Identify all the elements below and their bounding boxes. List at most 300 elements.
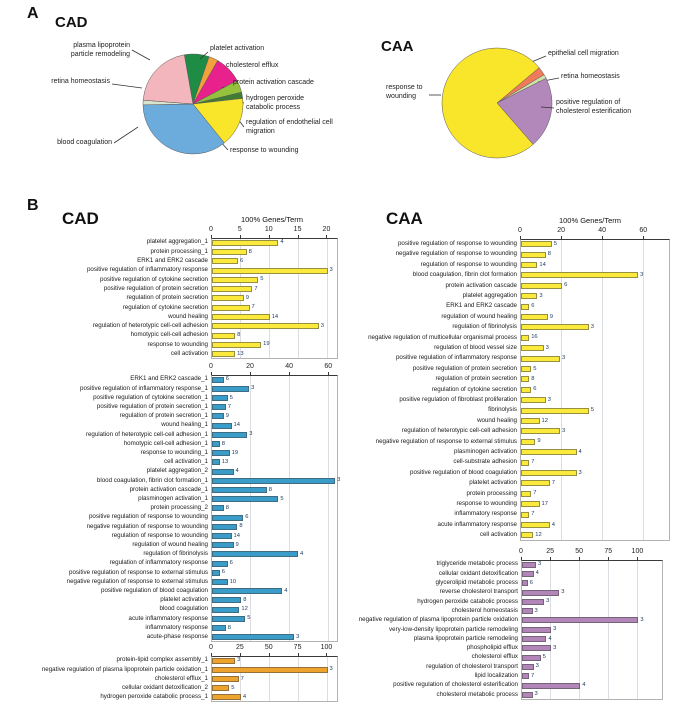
bar-row-label: regulation of cytokine secretion <box>431 385 517 393</box>
bar <box>522 683 580 689</box>
bar-row-label: glycerolipid metabolic process <box>435 579 518 586</box>
gridline <box>579 561 580 699</box>
bar-row-label: cell-substrate adhesion <box>453 458 517 466</box>
pie-slice-label: hydrogen peroxide catabolic process <box>246 95 304 111</box>
bar <box>212 570 220 576</box>
bar-row-label: lipid localization <box>474 672 518 679</box>
bar-row-label: regulation of blood vessel size <box>434 343 517 351</box>
gridline <box>269 657 270 701</box>
bar <box>212 377 224 383</box>
x-tick-label: 40 <box>598 227 607 234</box>
bar <box>521 387 531 393</box>
bar-count: 3 <box>296 633 300 640</box>
bar-row-label: cell activation <box>170 350 208 357</box>
bar <box>522 608 533 614</box>
bar-count: 6 <box>245 514 249 521</box>
bar-count: 4 <box>280 239 284 246</box>
bar-count: 3 <box>251 385 255 392</box>
bar-count: 8 <box>531 375 535 382</box>
bar <box>212 432 247 438</box>
bar-row-label: positive regulation of cytokine secretion <box>100 275 208 283</box>
bar-row-label: homotypic cell-cell adhesion <box>130 331 208 339</box>
pie-slice-label: positive regulation of cholesterol esterification <box>556 99 632 115</box>
x-tick-mark <box>550 557 551 560</box>
bar-row-label: inflammatory response <box>454 510 517 518</box>
x-tick-mark <box>298 235 299 238</box>
bar-count: 8 <box>227 624 231 631</box>
bar <box>521 304 529 310</box>
bar-count: 3 <box>329 267 333 273</box>
bar-row-label: triglyceride metabolic process <box>436 560 518 568</box>
bar <box>522 580 528 586</box>
bar-count: 4 <box>578 448 582 455</box>
bar-count: 4 <box>300 550 304 557</box>
bar <box>212 685 229 691</box>
x-tick-mark <box>643 236 644 239</box>
bar-row-label: positive regulation of inflammatory response <box>395 354 517 362</box>
bar-row-label: cholesterol efflux <box>471 653 518 661</box>
bar <box>521 262 537 268</box>
bar-row-label: platelet aggregation_1 <box>146 238 208 246</box>
bar <box>212 524 237 530</box>
gridline <box>289 376 290 641</box>
bar-row-label: protein processing_2 <box>150 504 208 512</box>
bar <box>212 295 244 301</box>
bar-row-label: plasminogen activation_1 <box>138 495 208 502</box>
pie-slice-label: protein activation cascade <box>233 79 314 86</box>
pie-slice-label: platelet activation <box>210 45 265 52</box>
bar-count: 3 <box>562 427 566 434</box>
bar <box>521 532 533 538</box>
x-tick-mark <box>269 235 270 238</box>
gridline <box>602 240 603 540</box>
bar <box>212 487 267 493</box>
bar-row-label: very-low-density lipoprotein particle remodeling <box>389 625 518 633</box>
bar-count: 9 <box>537 438 541 445</box>
bar-row-label: positive regulation of protein secretion <box>103 284 208 292</box>
x-tick-label: 0 <box>209 226 213 233</box>
bar-row-label: regulation of fibrinolysis <box>143 550 208 558</box>
bar-count: 4 <box>242 693 247 700</box>
bar-row-label: homotypic cell-cell adhesion_1 <box>123 439 208 447</box>
x-tick-label: 100 <box>320 644 333 651</box>
bar-row-label: blood coagulation, fibrin clot formation <box>412 271 517 279</box>
bar-row-label: regulation of cholesterol transport <box>426 662 518 670</box>
bar-count: 5 <box>260 276 264 283</box>
bar-count: 12 <box>541 417 548 424</box>
bar-count: 7 <box>227 403 231 410</box>
bar <box>521 428 560 434</box>
bar <box>521 418 540 424</box>
bar-row-label: wound healing <box>168 312 208 320</box>
bar <box>212 286 252 292</box>
bar-row-label: reverse cholesterol transport <box>439 588 518 596</box>
bar-row-label: positive regulation of protein secretion <box>412 364 517 372</box>
bar-count: 6 <box>533 386 537 393</box>
gridline <box>298 239 299 358</box>
bar <box>522 645 551 651</box>
bar <box>521 439 535 445</box>
caa-axis-title: 100% Genes/Term <box>558 216 622 225</box>
bar <box>521 470 577 476</box>
bar-row-label: regulation of protein secretion <box>435 375 517 383</box>
bar-count: 3 <box>547 396 551 403</box>
bar-count: 8 <box>268 486 272 493</box>
bar-row-label: cellular oxidant detoxification_2 <box>122 684 208 691</box>
bar-row-label: acute inflammatory response <box>437 520 517 528</box>
bar-row-label: protein activation cascade_1 <box>129 485 208 493</box>
pie-slice-label: plasma lipoprotein particle remodeling <box>70 42 130 58</box>
bar-count: 14 <box>233 532 240 539</box>
bar-count: 4 <box>548 635 552 642</box>
x-tick-label: 0 <box>209 363 213 370</box>
bar-count: 16 <box>531 334 538 341</box>
bar-count: 5 <box>231 684 235 691</box>
x-tick-mark <box>211 235 212 238</box>
bar-count: 3 <box>546 598 550 605</box>
bar-count: 13 <box>237 350 244 357</box>
gridline <box>643 240 644 540</box>
bar <box>212 323 319 329</box>
bar-count: 5 <box>553 240 558 247</box>
bar-row-label: platelet aggregation <box>462 291 517 299</box>
x-tick-label: 75 <box>604 548 613 555</box>
bar <box>521 283 562 289</box>
bar-row-label: ERK1 and ERK2 cascade <box>446 302 517 310</box>
bar-count: 5 <box>590 407 595 414</box>
bar <box>521 408 589 414</box>
bar-row-label: negative regulation of response to external stimulus <box>66 577 208 585</box>
bar <box>521 480 550 486</box>
bar-count: 7 <box>531 459 535 466</box>
bar <box>521 241 552 247</box>
bar-row-label: negative regulation of response to wounding <box>86 522 208 530</box>
bar-count: 14 <box>539 261 546 268</box>
gridline <box>608 561 609 699</box>
bar <box>212 413 224 419</box>
bar <box>212 268 328 274</box>
x-tick-mark <box>269 653 270 656</box>
bar <box>212 625 226 631</box>
bar-row-label: cholesterol homeostasis <box>451 606 518 614</box>
bar-count: 5 <box>280 495 284 502</box>
bar-row-label: negative regulation of multicellular organismal process <box>368 333 517 341</box>
bar-row-label: negative regulation of response to wounding <box>395 250 517 258</box>
bar-row-label: wound healing_1 <box>161 421 208 429</box>
bar-count: 7 <box>251 304 255 311</box>
bar-row-label: protein-lipid complex assembly_1 <box>116 656 208 664</box>
bar <box>212 314 270 320</box>
bar-count: 9 <box>245 294 250 301</box>
bar-row-label: acute inflammatory response <box>128 614 208 622</box>
pie-slice-label: regulation of endothelial cell migration <box>246 119 333 135</box>
bar <box>212 616 245 622</box>
bar-count: 3 <box>535 663 539 670</box>
caa-pie-title: CAA <box>381 38 414 55</box>
pie-slice-label: cholesterol efflux <box>226 62 279 69</box>
bar-count: 4 <box>582 682 586 688</box>
bar <box>521 272 638 278</box>
caa-section-title: CAA <box>386 209 423 228</box>
bar-count: 8 <box>547 251 551 258</box>
bar-row-label: protein processing_1 <box>150 247 208 255</box>
bar-count: 3 <box>578 469 582 476</box>
bar-count: 3 <box>534 691 538 698</box>
bar-count: 12 <box>535 531 542 538</box>
bar-count: 5 <box>229 394 233 401</box>
bar <box>212 542 234 548</box>
gridline <box>637 561 638 699</box>
bar <box>522 571 534 577</box>
bar-count: 8 <box>221 440 226 447</box>
bar <box>212 395 228 401</box>
bar-row-label: acute-phase response <box>146 632 208 640</box>
x-tick-label: 75 <box>293 644 302 651</box>
x-tick-mark <box>328 372 329 375</box>
bar-row-label: positive regulation of cholesterol esterification <box>393 681 518 689</box>
x-tick-mark <box>240 653 241 656</box>
bar <box>212 469 234 475</box>
bar-count: 17 <box>541 500 548 507</box>
x-tick-mark <box>289 372 290 375</box>
leader-line <box>132 50 150 60</box>
bar-count: 9 <box>225 412 229 419</box>
bar-row-label: regulation of protein secretion_1 <box>119 412 208 420</box>
bar-count: 7 <box>533 490 537 497</box>
bar-count: 3 <box>562 355 566 362</box>
bar <box>212 277 258 283</box>
bar <box>212 342 261 348</box>
bar-row-label: negative regulation of response to external stimulus <box>375 437 517 445</box>
gridline <box>250 376 251 641</box>
bar-row-label: regulation of inflammatory response <box>109 559 208 567</box>
bar-row-label: protein processing <box>466 489 517 497</box>
bar-row-label: plasma lipoprotein particle remodeling <box>413 634 518 642</box>
bar <box>521 293 537 299</box>
bar <box>212 351 235 357</box>
bar-count: 3 <box>590 323 595 330</box>
bar <box>212 404 226 410</box>
pie-slice-label: blood coagulation <box>57 139 112 146</box>
x-tick-label: 5 <box>237 226 242 233</box>
leader-line <box>112 84 142 88</box>
bar-count: 8 <box>237 332 241 339</box>
bar-count: 6 <box>529 579 534 586</box>
bar <box>212 658 235 664</box>
bar <box>521 522 550 528</box>
bar <box>212 386 249 392</box>
x-tick-mark <box>608 557 609 560</box>
bar-row-label: positive regulation of response to wounding <box>397 239 517 247</box>
bar-count: 7 <box>531 511 535 518</box>
x-tick-label: 20 <box>246 363 254 370</box>
gridline <box>298 657 299 701</box>
bar <box>212 694 241 700</box>
bar-count: 3 <box>561 589 565 595</box>
bar-row-label: positive regulation of inflammatory response <box>86 266 208 274</box>
pie-slice-label: response to wounding <box>386 84 423 100</box>
bar-count: 8 <box>248 248 252 255</box>
bar <box>521 491 531 497</box>
cad-section-title: CAD <box>62 209 99 228</box>
bar-row-label: cell activation_1 <box>163 458 208 466</box>
bar <box>212 676 239 682</box>
bar-count: 10 <box>229 578 237 585</box>
bar <box>521 397 546 403</box>
bar-count: 3 <box>640 271 644 278</box>
gridline <box>327 657 328 701</box>
bar-count: 3 <box>539 292 543 299</box>
bar-row-label: regulation of heterotypic cell-cell adhesion_1 <box>85 430 208 438</box>
cad-pie-title: CAD <box>55 14 88 31</box>
bar <box>521 501 540 507</box>
bar-row-label: positive regulation of fibroblast proliferation <box>399 395 517 403</box>
bar-row-label: regulation of heterotypic cell-cell adhesion <box>92 322 208 330</box>
cad-axis-title: 100% Genes/Term <box>240 215 304 224</box>
bar-row-label: regulation of heterotypic cell-cell adhesion <box>401 427 517 435</box>
bar-row-label: platelet aggregation_2 <box>146 467 208 475</box>
bar-row-label: regulation of fibrinolysis <box>452 323 517 331</box>
bar <box>212 588 282 594</box>
bar <box>522 562 536 568</box>
bar-count: 9 <box>235 541 239 548</box>
x-tick-mark <box>579 557 580 560</box>
x-tick-mark <box>211 372 212 375</box>
bar <box>521 376 529 382</box>
bar-row-label: plasminogen activation <box>454 447 517 455</box>
gridline <box>328 376 329 641</box>
bar-row-label: positive regulation of response to wounding <box>88 513 208 521</box>
bar <box>521 345 544 351</box>
bar-count: 3 <box>337 477 341 484</box>
bar <box>522 627 551 633</box>
bar-count: 5 <box>247 615 251 622</box>
bar-row-label: fibrinolysis <box>488 406 517 414</box>
bar-row-label: cholesterol metabolic process <box>436 690 518 698</box>
bar-count: 7 <box>551 479 556 486</box>
bar-row-label: negative regulation of plasma lipoprotein particle oxidation_1 <box>41 665 208 673</box>
x-tick-label: 40 <box>285 363 294 370</box>
bar <box>212 607 239 613</box>
panel-a-label: A <box>27 5 39 22</box>
pie-slice-label: response to wounding <box>230 147 299 154</box>
bar-row-label: blood coagulation, fibrin clot formation_1 <box>96 476 208 484</box>
bar-row-label: inflammatory response <box>145 623 208 631</box>
x-tick-label: 25 <box>546 548 554 555</box>
bar-row-label: ERK1 and ERK2 cascade_1 <box>130 375 208 383</box>
pie-slice-label: retina homeostasis <box>561 73 620 80</box>
bar <box>212 240 278 246</box>
bar <box>522 636 546 642</box>
bar-row-label: response to wounding <box>456 499 517 507</box>
bar <box>212 459 220 465</box>
bar-count: 3 <box>553 644 557 651</box>
bar-count: 5 <box>533 365 537 372</box>
bar-count: 3 <box>329 666 333 673</box>
bar <box>212 634 294 640</box>
bar-row-label: regulation of wound healing <box>441 312 517 320</box>
bar <box>521 324 589 330</box>
bar-count: 7 <box>254 285 258 292</box>
bar-count: 3 <box>249 431 253 438</box>
bar <box>521 252 546 258</box>
bar-row-label: response to wounding_1 <box>140 449 208 456</box>
x-tick-mark <box>211 653 212 656</box>
bar <box>212 505 224 511</box>
bar-count: 6 <box>225 376 229 383</box>
bar-count: 14 <box>233 422 240 429</box>
bar-row-label: positive regulation of blood coagulation <box>410 468 517 476</box>
bar-count: 8 <box>243 596 247 603</box>
bar-count: 9 <box>549 313 553 320</box>
bar-count: 6 <box>564 282 568 289</box>
bar-count: 8 <box>225 504 229 511</box>
bar-count: 13 <box>221 458 229 465</box>
bar-row-label: regulation of wound healing <box>132 541 208 548</box>
bar <box>212 561 228 567</box>
bar-row-label: regulation of cytokine secretion <box>122 303 208 311</box>
bar-row-label: regulation of protein secretion <box>126 294 208 302</box>
x-tick-label: 0 <box>519 548 523 555</box>
bar <box>522 590 559 596</box>
bar <box>212 579 228 585</box>
x-tick-mark <box>520 236 521 239</box>
bar <box>212 249 247 255</box>
x-tick-mark <box>602 236 603 239</box>
x-tick-label: 50 <box>575 548 584 555</box>
pie-slice-label: retina homeostasis <box>51 78 110 85</box>
bar-row-label: negative regulation of plasma lipoprotein particle oxidation <box>358 616 518 624</box>
bar <box>212 515 243 521</box>
bar <box>212 441 220 447</box>
bar-count: 6 <box>229 560 233 567</box>
bar-row-label: platelet activation <box>160 596 208 604</box>
bar <box>521 449 577 455</box>
bar <box>521 460 529 466</box>
bar-count: 4 <box>235 468 239 475</box>
bar-count: 19 <box>263 341 270 348</box>
pie-slice-label: epithelial cell migration <box>548 50 619 57</box>
bar <box>521 512 529 518</box>
bar <box>212 478 335 484</box>
bar-row-label: ERK1 and ERK2 cascade <box>137 257 208 264</box>
bar <box>212 258 238 264</box>
bar-count: 4 <box>284 587 288 594</box>
bar <box>212 667 328 673</box>
x-tick-label: 100 <box>631 548 644 555</box>
bar <box>212 551 298 557</box>
bar-count: 3 <box>545 344 549 351</box>
pie-slice <box>143 55 193 104</box>
bar <box>212 533 232 539</box>
bar-row-label: cholesterol efflux_1 <box>154 674 208 682</box>
x-tick-label: 0 <box>209 644 213 651</box>
x-tick-label: 20 <box>557 227 565 234</box>
x-tick-label: 25 <box>235 644 244 651</box>
x-tick-mark <box>298 653 299 656</box>
bar <box>522 692 533 698</box>
bar <box>522 664 534 670</box>
bar <box>212 305 250 311</box>
bar-count: 4 <box>551 521 556 528</box>
bar-count: 8 <box>239 523 243 530</box>
x-tick-mark <box>561 236 562 239</box>
bar <box>521 314 548 320</box>
bar <box>212 333 235 339</box>
bar-count: 3 <box>553 626 557 633</box>
bar <box>521 366 531 372</box>
bar-count: 6 <box>531 303 535 310</box>
